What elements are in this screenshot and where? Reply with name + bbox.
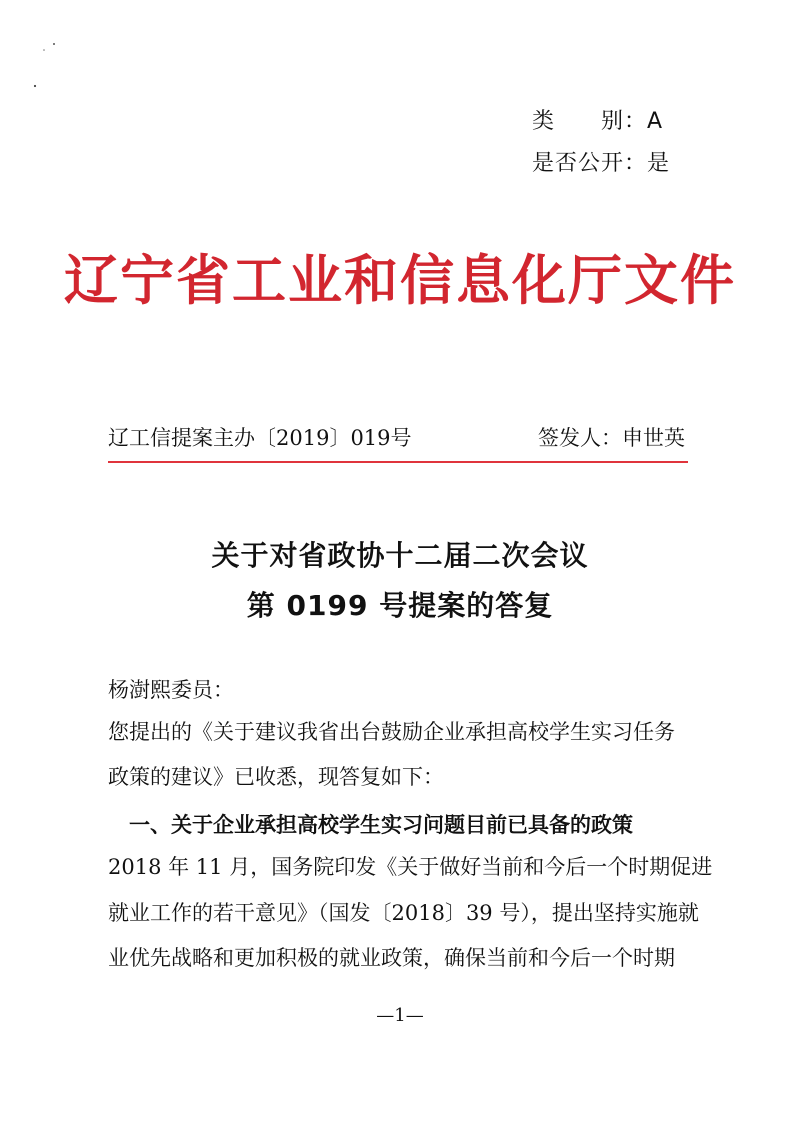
scan-specks [32,40,62,100]
signer: 签发人：申世英 [538,426,685,450]
category-field [532,104,682,135]
document-title-line-1: 关于对省政协十二届二次会议 [211,539,589,572]
public-value: 是 [647,151,671,176]
document-number: 辽工信提案主办〔2019〕019号 [108,426,412,450]
category-label: 类 别： [532,109,648,134]
document-banner: 辽宁省工业和信息化厅文件 [64,248,736,312]
body-line: 您提出的《关于建议我省出台鼓励企业承担高校学生实习任务 [108,720,675,744]
body-line: 政策的建议》已收悉，现答复如下： [108,765,444,789]
category-value: A [647,109,664,134]
public-label: 是否公开： [532,151,648,176]
body-line: 2018 年 11 月，国务院印发《关于做好当前和今后一个时期促进 [108,855,713,879]
section-heading: 一、关于企业承担高校学生实习问题目前已具备的政策 [108,813,633,837]
red-divider [108,461,688,463]
public-field [532,146,682,177]
page-number: —1— [376,1005,424,1026]
body-line: 就业工作的若干意见》（国发〔2018〕39 号），提出坚持实施就 [108,901,699,925]
body-line: 业优先战略和更加积极的就业政策，确保当前和今后一个时期 [108,946,675,970]
salutation: 杨澍熙委员： [108,678,234,702]
document-title-line-2: 第 0199 号提案的答复 [246,589,554,622]
